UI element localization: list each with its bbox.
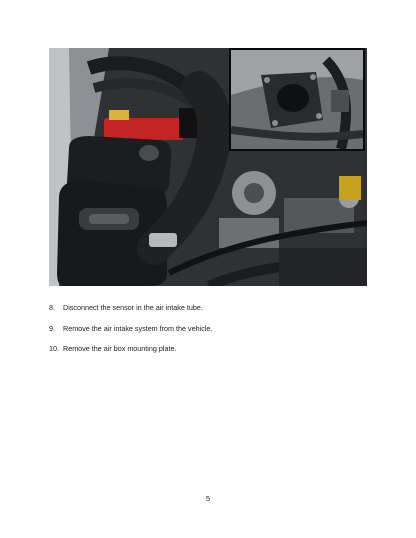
step-text: Remove the air box mounting plate. bbox=[63, 344, 177, 353]
step-item bbox=[49, 324, 379, 333]
instruction-steps bbox=[49, 303, 379, 365]
mounting-plate-illustration bbox=[231, 50, 363, 149]
step-item bbox=[49, 303, 379, 312]
step-text: Remove the air intake system from the vehicle. bbox=[63, 323, 213, 333]
step-number: 8. bbox=[49, 303, 55, 312]
mounting-plate-inset-photo bbox=[229, 48, 365, 151]
engine-bay-photo bbox=[49, 48, 367, 286]
step-number: 9. bbox=[49, 323, 55, 333]
step-text: Disconnect the sensor in the air intake tube. bbox=[63, 303, 203, 312]
step-item bbox=[49, 344, 379, 353]
page-number: 5 bbox=[206, 494, 210, 503]
step-number: 10. bbox=[49, 344, 59, 353]
